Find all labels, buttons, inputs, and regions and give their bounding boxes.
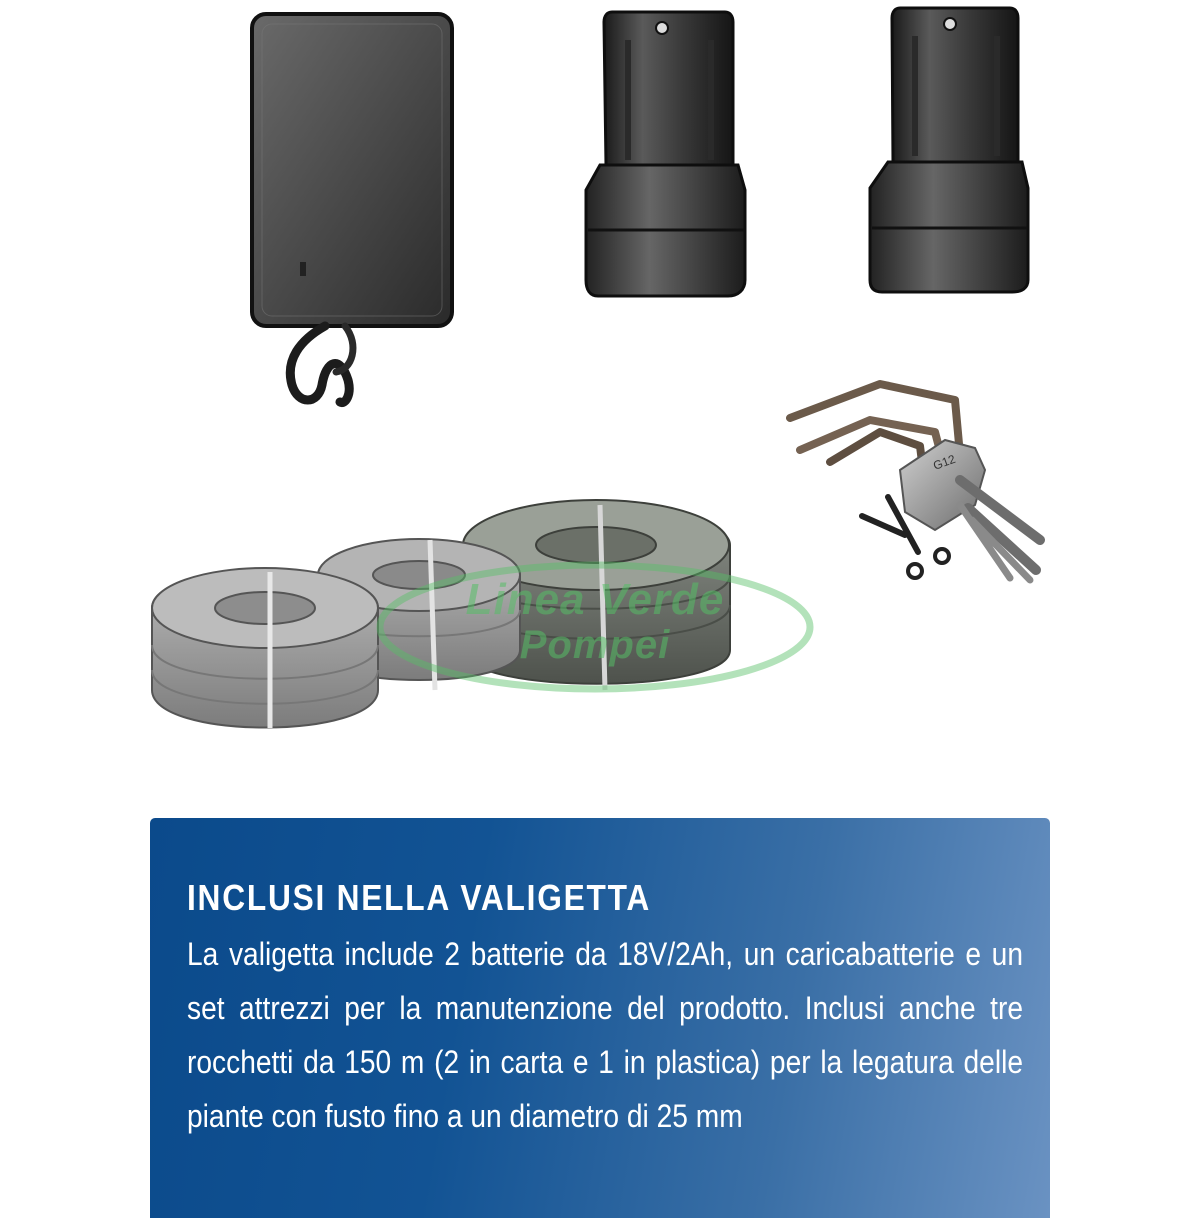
wire-spools-image	[152, 500, 730, 728]
watermark-line-1: Linea Verde	[465, 575, 725, 624]
info-text: La valigetta include 2 batterie da 18V/2Ah, un caricabatterie e un set attrezzi per la manutenzione del prodotto. Inclusi anche tre rocchetti da 150 m (2 in carta e 1 in plastica) per la legatura delle piante con fusto fino a un diametro di 25 mm	[187, 936, 1023, 1134]
info-title: INCLUSI NELLA VALIGETTA	[187, 877, 652, 918]
battery-image-1	[586, 12, 745, 296]
watermark-line-2: Pompei	[519, 623, 671, 667]
svg-text:G12: G12	[931, 451, 958, 473]
battery-image-2	[870, 8, 1028, 292]
charger-image	[252, 14, 452, 403]
info-panel	[150, 818, 1050, 1218]
tool-set-image	[790, 384, 1040, 580]
